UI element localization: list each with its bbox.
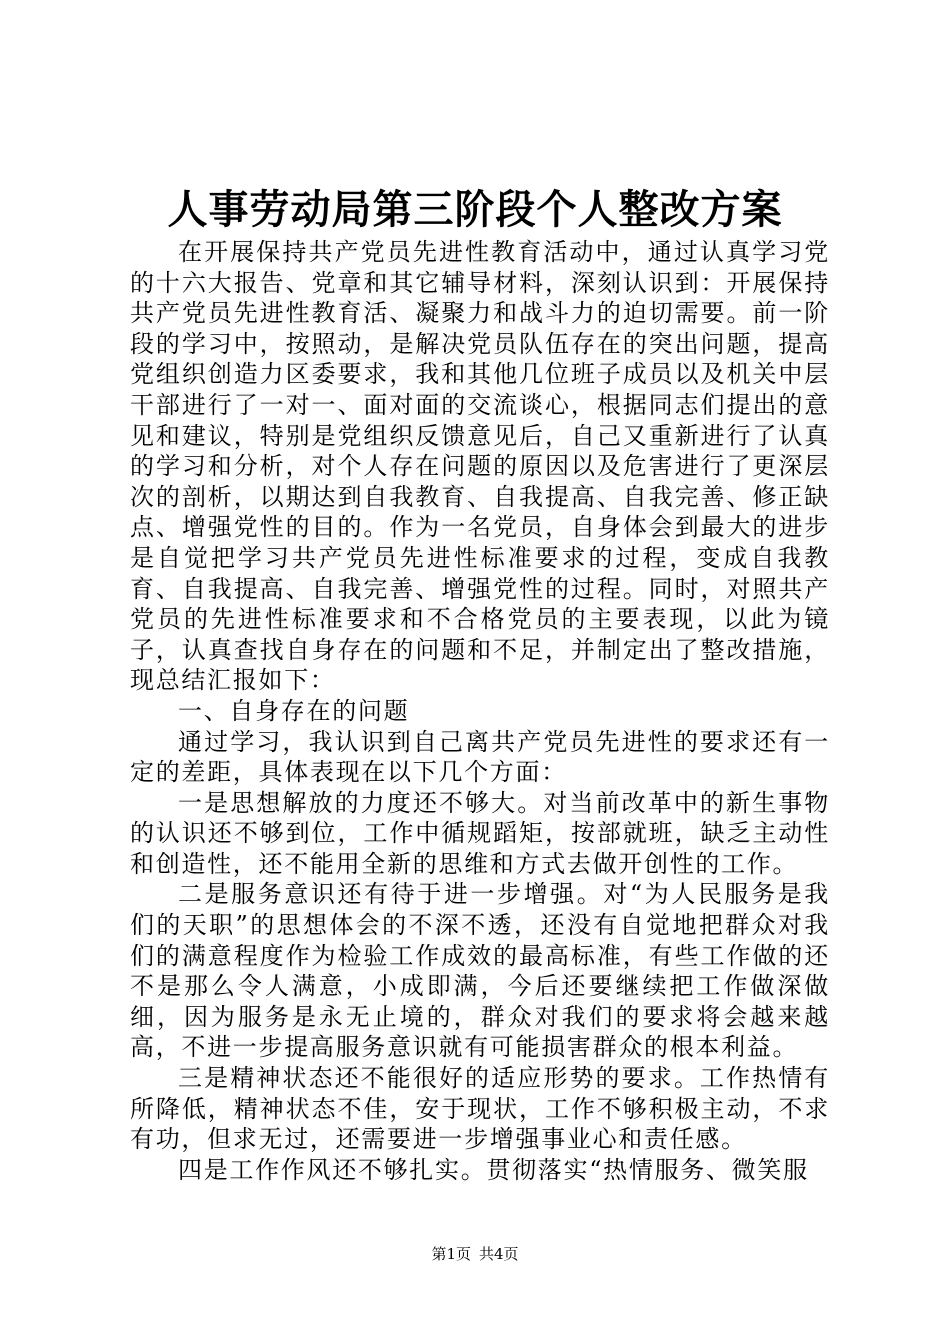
paragraph-issue-4: 四是工作作风还不够扎实。贯彻落实“热情服务、微笑服 — [178, 1155, 809, 1184]
document-title: 人事劳动局第三阶段个人整改方案 — [167, 186, 783, 233]
document-body — [130, 237, 830, 1185]
page-total: 共4页 — [479, 1245, 519, 1263]
paragraph-issue-1: 一是思想解放的力度还不够大。对当前改革中的新生事物的认识还不够到位，工作中循规蹈矩，按部就班，缺乏主动性和创造性，还不能用全新的思维和方式去做开创性的工作。 — [130, 788, 830, 878]
paragraph-intro: 在开展保持共产党员先进性教育活动中，通过认真学习党的十六大报告、党章和其它辅导材料，深刻认识到：开展保持共产党员先进性教育活、凝聚力和战斗力的迫切需要。前一阶段的学习中，按照动，是解决党员队伍存在的突出问题，提高党组织创造力区委要求，我和其他几位班子成员以及机关中层干部进行了一对一、面对面的交流谈心，根据同志们提出的意见和建议，特别是党组织反馈意见后，自己又重新进行了认真的学习和分析，对个人存在问题的原因以及危害进行了更深层次的剖析，以期达到自我教育、自我提高、自我完善、修正缺点、增强党性的目的。作为一名党员，自身体会到最大的进步是自觉把学习共产党员先进性标准要求的过程，变成自我教育、自我提高、自我完善、增强党性的过程。同时，对照共产党员的先进性标准要求和不合格党员的主要表现，以此为镜子，认真查找自身存在的问题和不足，并制定出了整改措施，现总结汇报如下： — [130, 238, 830, 695]
section-heading: 一、自身存在的问题 — [178, 696, 410, 725]
page-footer — [0, 1242, 950, 1266]
paragraph-issue-3: 三是精神状态还不能很好的适应形势的要求。工作热情有所降低，精神状态不佳，安于现状，工作不够积极主动，不求有功，但求无过，还需要进一步增强事业心和责任感。 — [130, 1064, 830, 1154]
paragraph-overview: 通过学习，我认识到自己离共产党员先进性的要求还有一定的差距，具体表现在以下几个方面： — [130, 727, 830, 787]
page-number: 第1页 — [431, 1245, 471, 1263]
paragraph-issue-2: 二是服务意识还有待于进一步增强。对“为人民服务是我们的天职”的思想体会的不深不透，还没有自觉地把群众对我们的满意程度作为检验工作成效的最高标准，有些工作做的还不是那么令人满意，小成即满，今后还要继续把工作做深做细，因为服务是永无止境的，群众对我们的要求将会越来越高，不进一步提高服务意识就有可能损害群众的根本利益。 — [130, 880, 830, 1062]
